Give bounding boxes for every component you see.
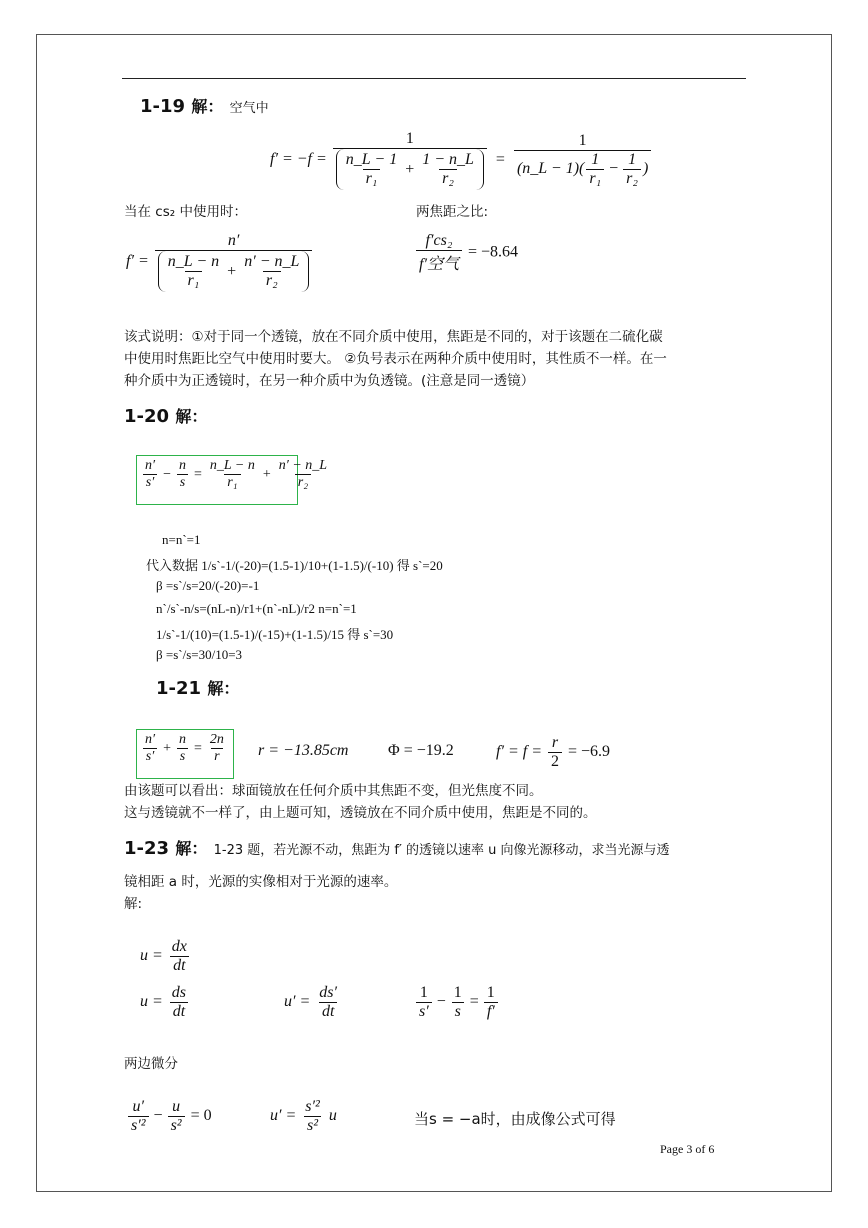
calc-line: β =s`/s=30/10=3 (156, 647, 243, 662)
focal-length-1-21: f′ = f = $\frac{r}{2}$ = −6.9 (496, 734, 611, 770)
explanation-1-21: 由该题可以看出：球面镜放在任何介质中其焦距不变，但光焦度不同。 这与透镜就不一样了，由上题可知，透镜放在不同介质中使用，焦距是不同的。 (124, 783, 597, 821)
explanation-1-19: 该式说明：①对于同一个透镜，放在不同介质中使用，焦距是不同的，对于该题在二硫化碳 中使用时焦距比空气中使用时要大。 ②负号表示在两种介质中使用时，其性质不一样。在一 种介质中为正透镜时，在另一种介质中为负透镜。(注意是同一透镜） (124, 329, 667, 389)
question-text: 1-23 题，若光源不动，焦距为 f′ 的透镜以速率 u 向像光源移动，求当光源与透 (213, 843, 670, 858)
eq-u-dx-dt: u = $\frac{dx}{dt}$ (140, 938, 187, 974)
eq-uprime-ds-dt: u′ = $\frac{ds'}{dt}$ (284, 984, 338, 1020)
formula-1-20: $\frac{n'}{s'}$ − $\frac{n}{s}$ = $\frac{n\_L - n}{\text{r₁}}$ + $\frac{n' - n\_L}{\text{r₂}}$ (140, 458, 332, 491)
problem-1-19-heading (140, 94, 269, 117)
focal-ratio-label: 两焦距之比: (416, 204, 489, 220)
problem-1-20-heading: 1-20 解： (124, 406, 208, 427)
header-rule (122, 78, 746, 79)
formula-1-21: $\frac{n'}{s'}$ + $\frac{n}{s}$ = $\frac{2n}{r}$ (140, 732, 229, 765)
problem-number: 1-19 (140, 96, 186, 117)
calc-line: n`/s`-n/s=(nL-n)/r1+(n`-nL)/r2 n=n`=1 (156, 601, 357, 616)
calc-line: 1/s`-1/(10)=(1.5-1)/(-15)+(1-1.5)/15 得 s`=30 (156, 627, 394, 642)
problem-1-23-heading: 1-23 解： 1-23 题，若光源不动，焦距为 f′ 的透镜以速率 u 向像光源移动，求当光源与透 (124, 838, 670, 859)
calc-line: 代入数据 1/s`-1/(-20)=(1.5-1)/10+(1-1.5)/(-10) 得 s`=20 (146, 558, 443, 573)
page-number: Page 3 of 6 (660, 1142, 715, 1156)
calc-line: n=n`=1 (162, 532, 201, 547)
formula-1-19-main: f′ = −f = 1 $\frac{n\_L - 1}{\text{r₁}}$ + $\frac{1 - n\_L}{\text{r₂}}$ = 1 (n_L − 1)( $\frac{1}{\text{r₁}}$ − $\frac{1}{\text{r₂}}$ ) (270, 130, 653, 190)
eq-u-ds-dt: u = $\frac{ds}{dt}$ (140, 984, 191, 1021)
condition-text: 当s = −a时，由成像公式可得 (414, 1110, 616, 1128)
eq-uprime-result: u′ = $\frac{\text{s′²}}{\text{s²}}$ u (270, 1098, 337, 1134)
context-label: 空气中 (229, 101, 269, 116)
formula-1-19-cs2: f′ = n′ $\frac{n\_L - n}{\text{r₁}}$ + $\frac{n' - n\_L}{\text{r₂}}$ (126, 232, 314, 292)
question-text: 镜相距 a 时，光源的实像相对于光源的速率。 (124, 874, 398, 890)
formula-1-19-ratio: $\frac{\text{f′cs₂}}{\text{f′空气}}$ = −8.64 (414, 232, 518, 274)
eq-lens-formula: $\frac{1}{s'}$ − $\frac{1}{s}$ = $\frac{1}{f'}$ (414, 984, 500, 1021)
radius-value: r = −13.85cm (258, 742, 349, 759)
differentiate-label: 两边微分 (124, 1056, 178, 1072)
calc-line: β =s`/s=20/(-20)=-1 (156, 578, 260, 593)
eq-differential: $\frac{u'}{\text{s′²}}$ − $\frac{u}{\text{s²}}$ = 0 (126, 1098, 212, 1135)
solution-label: 解: (124, 896, 143, 912)
problem-1-21-heading: 1-21 解： (156, 678, 240, 699)
cs2-usage-label: 当在 cs₂ 中使用时： (124, 204, 247, 220)
solution-keyword: 解： (191, 97, 224, 116)
power-value: Φ = −19.2 (388, 742, 454, 759)
